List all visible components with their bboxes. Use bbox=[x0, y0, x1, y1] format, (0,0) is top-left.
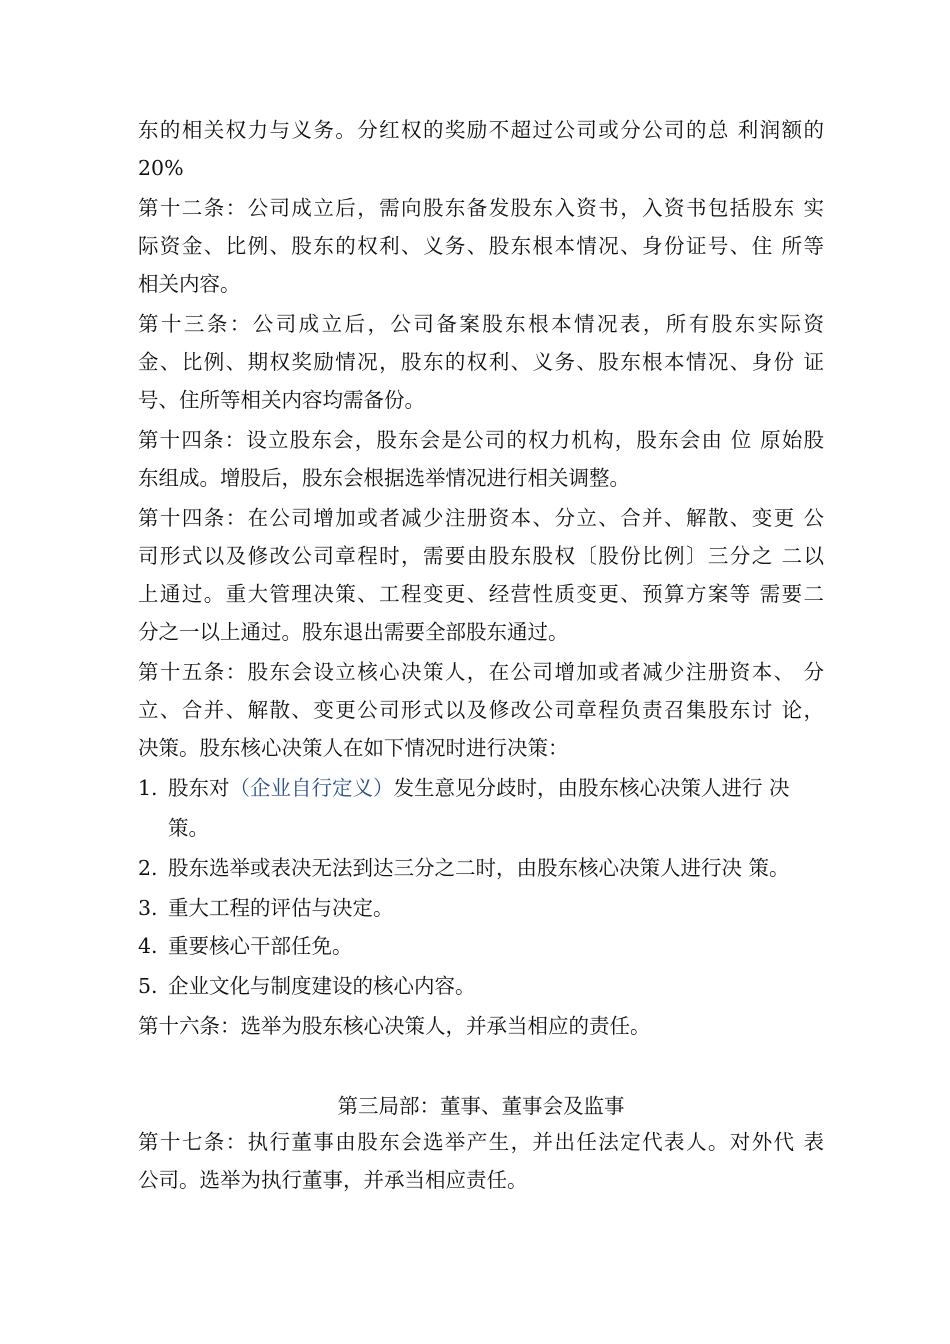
list-item bbox=[138, 895, 394, 921]
list-text: 重大工程的评估与决定。 bbox=[168, 896, 394, 920]
text-line: 第十六条：选举为股东核心决策人，并承当相应的责任。 bbox=[138, 1014, 651, 1038]
text-line: 金、比例、期权奖励情况，股东的权利、义务、股东根本情况、身份 证 bbox=[138, 350, 824, 374]
list-text: 股东对 bbox=[168, 776, 230, 800]
list-text: 股东选举或表决无法到达三分之二时，由股东核心决策人进行决 策。 bbox=[168, 856, 790, 880]
list-text: 发生意见分歧时，由股东核心决策人进行 决 bbox=[393, 776, 790, 800]
list-text: 企业文化与制度建设的核心内容。 bbox=[168, 974, 476, 998]
list-item bbox=[138, 775, 824, 801]
text-line: 20% bbox=[138, 156, 184, 180]
text-line: 司形式以及修改公司章程时，需要由股东股权〔股份比例〕三分之 二以 bbox=[138, 544, 824, 568]
text-line: 上通过。重大管理决策、工程变更、经营性质变更、预算方案等 需要二 bbox=[138, 582, 824, 606]
list-number: 4. bbox=[138, 934, 158, 958]
list-item bbox=[138, 933, 353, 959]
text-line: 第十四条：设立股东会，股东会是公司的权力机构，股东会由 位 原始股 bbox=[138, 428, 824, 452]
text-line: 第十四条：在公司增加或者减少注册资本、分立、合并、解散、变更 公 bbox=[138, 506, 824, 530]
text-line: 分之一以上通过。股东退出需要全部股东通过。 bbox=[138, 620, 569, 644]
text-line: 第十三条：公司成立后，公司备案股东根本情况表，所有股东实际资 bbox=[138, 312, 824, 336]
text-line: 决策。股东核心决策人在如下情况时进行决策： bbox=[138, 736, 569, 760]
text-line: 东的相关权力与义务。分红权的奖励不超过公司或分公司的总 利润额的 bbox=[138, 118, 824, 142]
text-line: 公司。选举为执行董事，并承当相应责任。 bbox=[138, 1168, 528, 1192]
section-title: 第三局部：董事、董事会及监事 bbox=[337, 1094, 625, 1118]
text-line: 第十七条：执行董事由股东会选举产生，并出任法定代表人。对外代 表 bbox=[138, 1130, 824, 1154]
text-line: 第十五条：股东会设立核心决策人，在公司增加或者减少注册资本、 分 bbox=[138, 660, 824, 684]
list-item-continuation: 策。 bbox=[168, 816, 209, 840]
list-number: 3. bbox=[138, 896, 158, 920]
text-line: 东组成。增股后，股东会根据选举情况进行相关调整。 bbox=[138, 466, 630, 490]
text-line: 第十二条：公司成立后，需向股东备发股东入资书，入资书包括股东 实 bbox=[138, 196, 824, 220]
list-number: 5. bbox=[138, 974, 158, 998]
list-placeholder-text: （企业自行定义） bbox=[229, 776, 394, 800]
list-number: 2. bbox=[138, 856, 158, 880]
list-text: 重要核心干部任免。 bbox=[168, 934, 353, 958]
list-number: 1. bbox=[138, 776, 158, 800]
list-item bbox=[138, 973, 476, 999]
text-line: 际资金、比例、股东的权利、义务、股东根本情况、身份证号、住 所等 bbox=[138, 234, 824, 258]
list-item bbox=[138, 855, 790, 881]
text-line: 相关内容。 bbox=[138, 272, 241, 296]
text-line: 号、住所等相关内容均需备份。 bbox=[138, 388, 425, 412]
text-line: 立、合并、解散、变更公司形式以及修改公司章程负责召集股东讨 论， bbox=[138, 698, 824, 722]
